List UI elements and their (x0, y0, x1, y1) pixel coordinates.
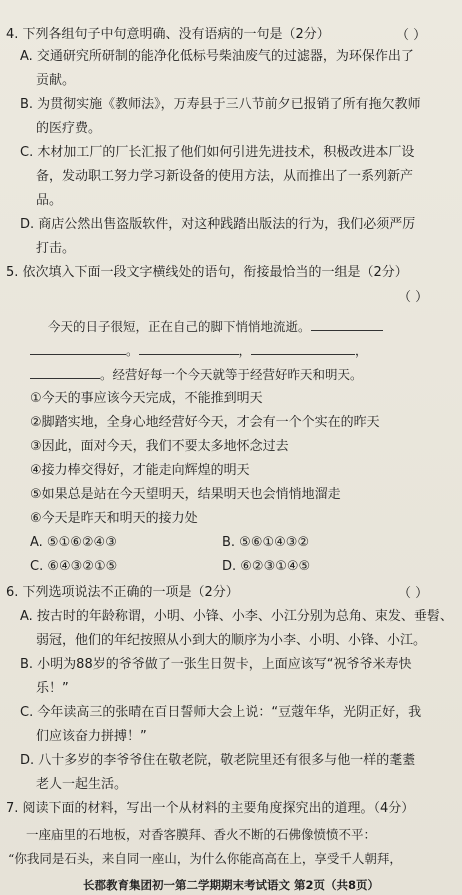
q5-choice-row-1 (0, 532, 462, 553)
q5-sentence-6: ⑥今天是昨天和明天的接力处 (30, 511, 198, 526)
q4-option-d-line1: D. 商店公然出售盗版软件，对这种践踏出版法的行为，我们必须严厉 (20, 217, 416, 232)
q5-period: 。 (126, 343, 139, 358)
q5-passage-text3: 。经营好每一个今天就等于经营好昨天和明天。 (100, 367, 363, 382)
q5-sentence-3: ③因此，面对今天，我们不要太多地怀念过去 (30, 439, 289, 454)
q6-option-a-line1: A. 按古时的年龄称谓，小明、小锋、小李、小江分别为总角、束发、垂髫、 (20, 609, 453, 624)
q6-option-c-line1: C. 今年读高三的张晴在百日誓师大会上说：“豆蔻年华，光阴正好，我 (20, 705, 422, 720)
q5-choice-b: B. ⑤⑥①④③② (222, 535, 310, 550)
q5-passage-line1 (0, 316, 462, 337)
page-footer: 长郡教育集团初一第二学期期末考试语文 第2页（共8页） (82, 878, 379, 892)
q6-answer-paren: （ ） (398, 586, 429, 601)
q5-blank-1 (311, 316, 383, 331)
q5-choice-c: C. ⑥④③②①⑤ (30, 559, 118, 574)
q5-blank-5 (30, 364, 100, 379)
q5-blank-2 (30, 340, 126, 355)
q6-option-c-line2: 们应该奋力拼搏！” (36, 729, 147, 744)
q5-sentence-5: ⑤如果总是站在今天望明天，结果明天也会悄悄地溜走 (30, 487, 341, 502)
q5-blank-3 (139, 340, 239, 355)
q5-passage-line3 (0, 364, 462, 385)
q4-option-d-line2: 打击。 (36, 241, 76, 256)
q5-stem: 5. 依次填入下面一段文字横线处的语句，衔接最恰当的一组是（2分） (6, 265, 408, 280)
q5-comma-1: ， (238, 343, 252, 358)
q4-option-a-line2: 贡献。 (36, 73, 76, 88)
q4-answer-paren: （ ） (396, 28, 427, 43)
q4-option-b-line1: B. 为贯彻实施《教师法》，万寿县于三八节前夕已报销了所有拖欠教师 (20, 97, 421, 112)
q4-option-c-line2: 备，发动职工努力学习新设备的使用方法，从而推出了一系列新产 (36, 169, 414, 184)
q7-stem: 7. 阅读下面的材料，写出一个从材料的主要角度探究出的道理。（4分） (6, 801, 415, 816)
q5-sentence-1: ①今天的事应该今天完成，不能推到明天 (30, 391, 263, 406)
q5-passage-line2 (0, 340, 462, 361)
q4-option-c-line1: C. 木材加工厂的厂长汇报了他们如何引进先进技术，积极改进本厂设 (20, 145, 415, 160)
q4-option-a-line1: A. 交通研究所研制的能净化低标号柴油废气的过滤器，为环保作出了 (20, 49, 414, 64)
q6-option-d-line1: D. 八十多岁的李爷爷住在敬老院，敬老院里还有很多与他一样的耄耋 (20, 753, 416, 768)
q5-choice-row-2 (0, 556, 462, 577)
q6-option-d-line2: 老人一起生活。 (36, 777, 128, 792)
q5-blank-4 (251, 340, 355, 355)
q7-material-line1: 一座庙里的石地板，对香客膜拜、香火不断的石佛像愤愤不平： (26, 827, 377, 842)
q5-sentence-2: ②脚踏实地，全身心地经营好今天，才会有一个个实在的昨天 (30, 415, 380, 430)
q6-stem: 6. 下列选项说法不正确的一项是（2分） (6, 585, 239, 600)
q4-option-c-line3: 品。 (36, 193, 63, 208)
q4-option-b-line2: 的医疗费。 (36, 121, 102, 136)
q7-material-line2: “你我同是石头，来自同一座山，为什么你能高高在上，享受千人朝拜， (8, 851, 402, 866)
q4-stem: 4. 下列各组句子中句意明确、没有语病的一句是（2分） (6, 27, 330, 42)
q5-choice-a: A. ⑤①⑥②④③ (30, 535, 117, 550)
q6-option-b-line2: 乐！” (36, 681, 69, 696)
q5-comma-2: ， (355, 343, 368, 358)
q6-option-b-line1: B. 小明为88岁的爷爷做了一张生日贺卡，上面应该写“祝爷爷米寿快 (20, 657, 412, 672)
q5-answer-paren: （ ） (398, 290, 429, 305)
q5-choice-d: D. ⑥②③①④⑤ (222, 559, 311, 574)
q5-sentence-4: ④接力棒交得好，才能走向辉煌的明天 (30, 463, 250, 478)
q6-option-a-line2: 弱冠，他们的年纪按照从小到大的顺序为小李、小明、小锋、小江。 (36, 633, 427, 648)
q5-passage-text1: 今天的日子很短，正在自己的脚下悄悄地流逝。 (48, 319, 311, 334)
